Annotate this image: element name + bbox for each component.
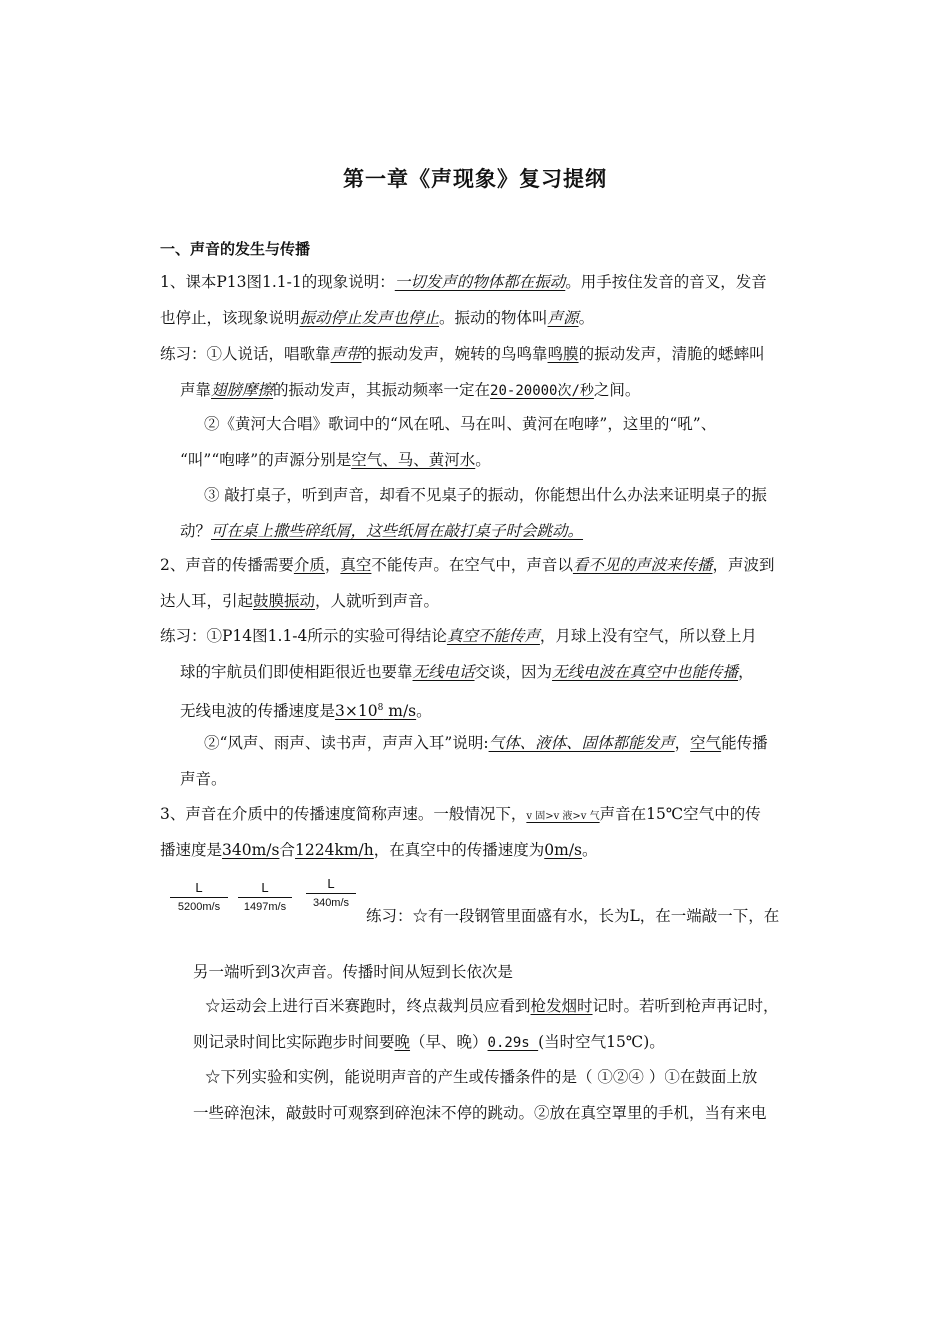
para2-line1: 2、声音的传播需要介质，真空不能传声。在空气中，声音以看不见的声波来传播，声波到: [160, 556, 775, 574]
fraction-numerator: L: [195, 880, 203, 895]
section-heading: 一、声音的发生与传播: [160, 240, 311, 258]
exercise3-line1: ③ 敲打桌子，听到声音，却看不见桌子的振动，你能想出什么办法来证明桌子的振: [204, 486, 767, 504]
para1-line1: 1、课本P13图1.1-1的现象说明：一切发声的物体都在振动。用手按住发音的音叉，发音: [160, 273, 767, 291]
fraction-numerator: L: [327, 876, 335, 891]
para2-line2: 达人耳，引起鼓膜振动，人就听到声音。: [160, 592, 440, 610]
exercise7-line1: ☆运动会上进行百米赛跑时，终点裁判员应看到枪发烟时记时。若听到枪声再记时，: [205, 997, 779, 1015]
exercise8-line2: 一些碎泡沫，敲鼓时可观察到碎泡沫不停的跳动。②放在真空罩里的手机，当有来电: [193, 1104, 767, 1122]
fraction-steel: [170, 880, 228, 914]
para3-line2: 播速度是340m/s合1224km/h，在真空中的传播速度为0m/s。: [160, 841, 598, 859]
exercise1-line2: 声靠翅膀摩擦的振动发声，其振动频率一定在20-20000次/秒之间。: [180, 381, 641, 399]
exercise7-line2: 则记录时间比实际跑步时间要晚（早、晚）0.29s (当时空气15℃)。: [193, 1033, 665, 1051]
exercise2-line2: “叫”“咆哮”的声源分别是空气、马、黄河水。: [180, 451, 491, 469]
exercise6-line1: 练习：☆有一段钢管里面盛有水，长为L，在一端敲一下，在: [366, 907, 780, 925]
exercise4-line3: 无线电波的传播速度是$3\times 10^8$ m/s。: [180, 702, 432, 721]
para3-line1: 3、声音在介质中的传播速度简称声速。一般情况下，v 固>v 液>v 气声音在15℃空气中的传: [160, 805, 761, 823]
fraction-water: [238, 880, 292, 914]
exercise1-line1: 练习：①人说话，唱歌靠声带的振动发声，婉转的鸟鸣靠鸣膜的振动发声，清脆的蟋蟀叫: [160, 345, 765, 363]
fraction-air: [306, 876, 356, 910]
fraction-numerator: L: [261, 880, 269, 895]
exercise2-line1: ②《黄河大合唱》歌词中的“风在吼、马在叫、黄河在咆哮”，这里的“吼”、: [204, 415, 717, 433]
exercise4-line2: 球的宇航员们即使相距很近也要靠无线电话交谈，因为无线电波在真空中也能传播，: [180, 663, 754, 681]
exercise4-line1: 练习：①P14图1.1-4所示的实验可得结论真空不能传声，月球上没有空气，所以登上月: [160, 627, 757, 645]
page-title: 第一章《声现象》复习提纲: [343, 166, 607, 191]
para1-line2: 也停止，该现象说明振动停止发声也停止。振动的物体叫声源。: [160, 309, 595, 327]
fraction-denominator: 1497m/s: [243, 901, 287, 913]
fraction-denominator: 5200m/s: [177, 901, 221, 913]
exercise5-line2: 声音。: [180, 770, 227, 788]
exercise8-line1: ☆下列实验和实例，能说明声音的产生或传播条件的是（ ①②④ ）①在鼓面上放: [205, 1068, 758, 1086]
exercise3-line2: 动？可在桌上撒些碎纸屑，这些纸屑在敲打桌子时会跳动。: [180, 522, 584, 540]
exercise6-line2: 另一端听到3次声音。传播时间从短到长依次是: [193, 963, 513, 981]
fraction-denominator: 340m/s: [312, 897, 350, 909]
exercise5-line1: ②“风声、雨声、读书声，声声入耳”说明:气体、液体、固体都能发声，空气能传播: [204, 734, 768, 752]
